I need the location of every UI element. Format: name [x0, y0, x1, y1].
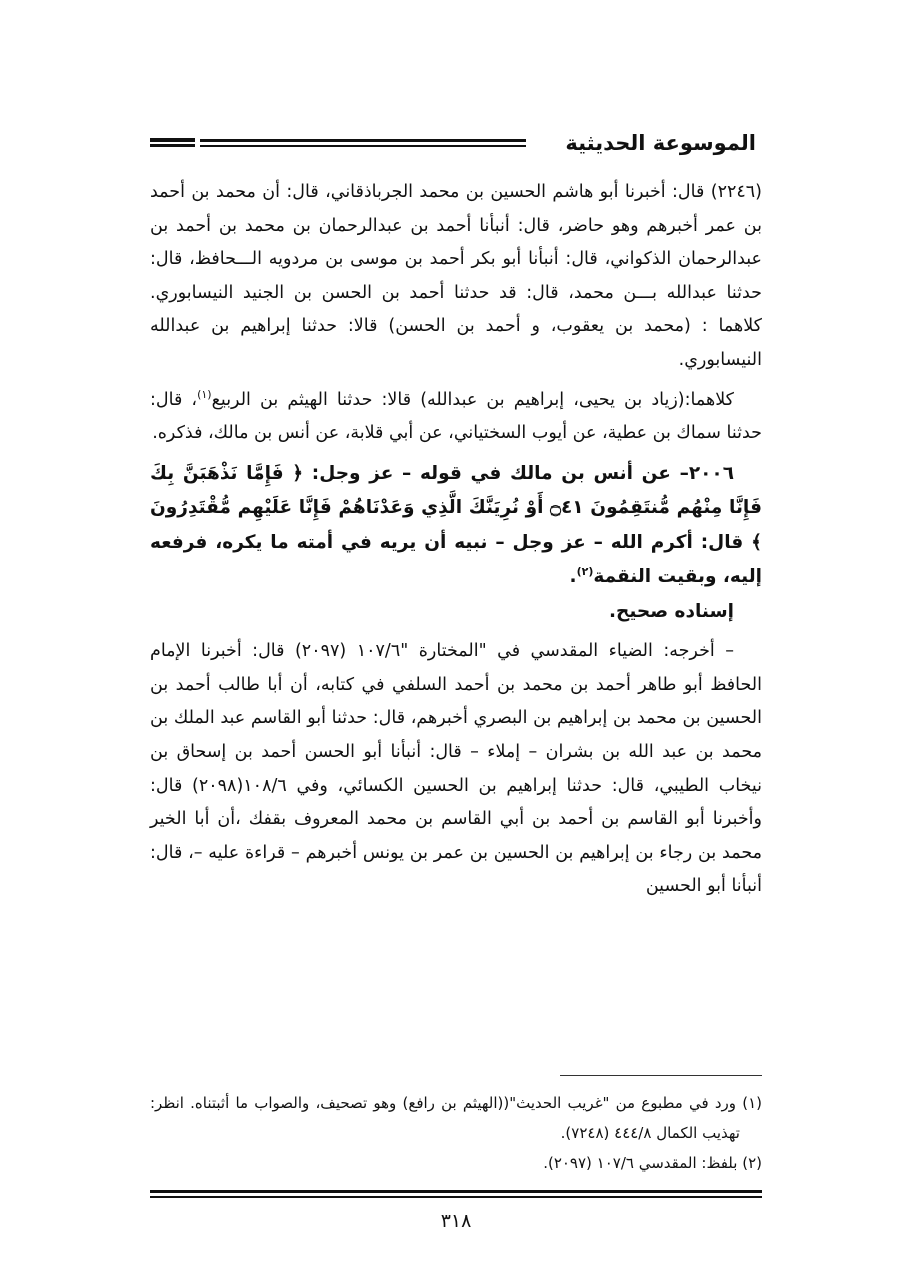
page-number: ٣١٨ — [440, 1210, 472, 1232]
paragraph-hadith-2006: ٢٠٠٦– عن أنس بن مالك في قوله – عز وجل: ﴿ فَإِمَّا نَذْهَبَنَّ بِكَ فَإِنَّا مِنْهُم مُّنتَقِمُونَ ۝٤١ أَوْ نُرِيَنَّكَ الَّذِي وَعَدْنَاهُمْ فَإِنَّا عَلَيْهِم مُّقْتَدِرُونَ ﴾ قال: أكرم الله – عز وجل – نبيه أن يريه في أمته ما يكره، فرفعه إليه، وبقيت النقمة$^{(٢)}$. — [150, 462, 762, 588]
header-left-bar-thin — [150, 144, 195, 147]
footnote-ref-2: (٢) — [576, 565, 594, 579]
paragraph-chain: كلاهما:(زياد بن يحيى، إبراهيم بن عبدالله) قالا: حدثنا الهيثم بن الربيع$^{(١)}$، قال: حدثنا سماك بن عطية، عن أيوب السختياني، عن أبي قلابة، عن أنس بن مالك، فذكره. — [150, 387, 762, 444]
header-title: الموسوعة الحديثية — [565, 131, 756, 155]
isnad-grade: إسناده صحيح. — [608, 600, 734, 622]
footnote-separator — [560, 1075, 762, 1076]
main-text — [150, 176, 762, 904]
footnote-ref-1: (١) — [197, 387, 212, 401]
footnotes — [150, 1088, 762, 1178]
running-header — [150, 128, 762, 160]
footer-rule-bottom — [150, 1196, 762, 1198]
footnote-1: (١) ورد في مطبوع من "غريب الحديث"((الهيثم بن رافع) وهو تصحيف، والصواب ما أثبتناه. انظر: تهذيب الكمال ٤٤٤/٨ (٧٢٤٨). — [150, 1094, 762, 1142]
paragraph-takhrij: – أخرجه: الضياء المقدسي في "المختارة "١٠٧/٦ (٢٠٩٧) قال: أخبرنا الإمام الحافظ أبو طاهر أحمد بن محمد بن أحمد السلفي في كتابه، أن أبا طالب أحمد بن الحسين بن محمد بن إبراهيم بن البصري أخبرهم، قال: حدثنا أبو القاسم عبد الملك بن محمد بن عبد الله بن بشران – إملاء – قال: أنبأنا أبو الحسن أحمد بن إسحاق بن نيخاب الطيبي، قال: حدثنا إبراهيم بن الحسين الكسائي، وفي ١٠٨/٦(٢٠٩٨) قال: وأخبرنا أبو القاسم بن أحمد بن أبي القاسم بن محمد المعروف بقفك ،أن أبا الخير محمد بن رجاء بن إبراهيم بن الحسين بن عمر بن يونس أخبرهم – قراءة عليه –، قال: أنبأنا أبو الحسين — [150, 641, 762, 897]
paragraph-hadith-2246: (٢٢٤٦) قال: أخبرنا أبو هاشم الحسين بن محمد الجرباذقاني، قال: أن محمد بن أحمد بن عمر أخبرهم وهو حاضر، قال: أنبأنا أحمد بن عبدالرحمان بن محمد بن أحمد بن عبدالرحمان الذكواني، قال: أنبأنا أبو بكر أحمد بن موسى بن مردويه الـــحافظ، قال: حدثنا عبدالله بـــن محمد، قال: قد حدثنا أحمد بن الحسن بن الجنيد النيسابوري. كلاهما : (محمد بن يعقوب، و أحمد بن الحسن) قالا: حدثنا إبراهيم بن عبدالله النيسابوري. — [150, 182, 762, 370]
header-left-bar — [150, 138, 195, 142]
footnote-2: (٢) بلفظ: المقدسي ١٠٧/٦ (٢٠٩٧). — [543, 1154, 762, 1172]
footer-rule-top — [150, 1190, 762, 1193]
